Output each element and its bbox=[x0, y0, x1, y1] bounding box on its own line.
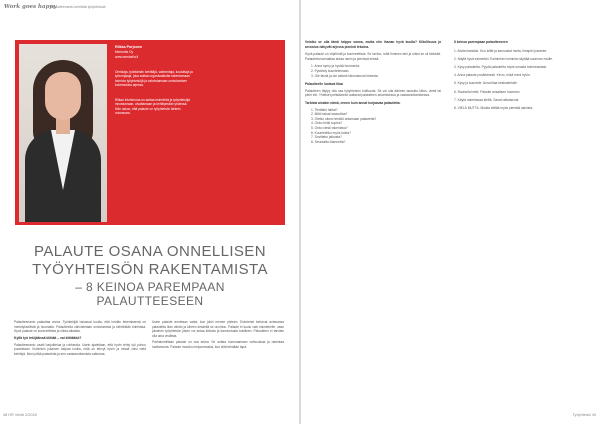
list-item: 5. Onko viesti rakentava? bbox=[311, 125, 348, 130]
column-lead: 8 keinoa parempaan palautteeseen bbox=[454, 40, 508, 44]
list-item: 3. Oletko oikea henkilö antamaan palautetta? bbox=[311, 116, 377, 121]
keinot-list bbox=[454, 49, 592, 111]
list-item: 3. Ole läsnä ja ole aidosti kiinnostunut toisesta. bbox=[311, 73, 379, 78]
list-item: 2. Pysähdy kuuntelemaan. bbox=[311, 68, 350, 73]
list-item: 7. Sovitteko jatkosta? bbox=[311, 135, 342, 140]
checklist-heading: Tarkista ainakin nämä, ennen kuin annat korjaavaa palautetta: bbox=[305, 100, 401, 105]
author-photo bbox=[19, 44, 107, 222]
subheadline-line-1: – 8 KEINOA PAREMPAAN bbox=[75, 280, 225, 294]
right-page bbox=[301, 0, 600, 424]
section-tag: Palautteenanto kehittää työyhteisöä bbox=[50, 5, 106, 9]
body-paragraph: Palautteenanto vaatii harjoittelua ja rohkeutta. Usein ajatellaan, että hyvin tehty työ puhuu puolestaan. Kuitenkin jokainen kaipaa kuulla, mitä on tehnyt hyvin ja missä voisi vielä kehittyä. Moni pitää palautetta ja sen vastaanottamista vaikeana. bbox=[14, 342, 146, 356]
list-item: 6. Rauhoita hetki. Palaute ansaitsee huomion. bbox=[454, 89, 521, 94]
list-item: 1. Tiedätkö faktat? bbox=[311, 107, 338, 112]
body-paragraph: Usein palaute annetaan vasta, kun jokin menee pieleen. Esimiehet kertovat antavansa palautetta liian vähän ja kiireen keskellä se unohtuu. Palaute ei kuulu vain esimiehelle, vaan jokainen työyhteisön jäsen voi antaa kiitosta ja kannustusta toisilleen. Palautteen ei tarvitse olla aina virallista. bbox=[152, 320, 284, 338]
checklist bbox=[311, 108, 441, 145]
magazine-logo: Work goes happy bbox=[4, 4, 57, 10]
body-paragraph: Parhaimmillaan palaute on osa arkea. Se auttaa huomaamaan vahvuuksia ja rakentaa luottamusta. Palaute muuttuu helpommaksi, kun siitä tehdään tapa. bbox=[152, 340, 284, 350]
list-item: 4. Onko hetki sopiva? bbox=[311, 121, 343, 126]
page-footer-left: 48 HR Viesti 2/2018 bbox=[3, 413, 37, 417]
list-item: 6. Kuunteletko myös toista? bbox=[311, 130, 351, 135]
list-item: 8. VIELÄ MUTTA. Muista kiittää myös pienistä asioista. bbox=[454, 105, 534, 110]
intro-paragraph: Palautteenanto palauttaa arvoa. Työntekijät haluavat kuulla, että heidän tekemisensä on merkityksellistä ja huomattu. Palautteella vahvistetaan onnistumisia ja kehitetään toimintaa. Hyvä palaute on konkreettista ja oikea-aikaista. bbox=[14, 320, 146, 334]
column-lead: Voisiko se olla tämä helppo sanoa, mutta niin ihanan hyvä kuulla? Kiitollisuus ja arvostus näkyvät arjessa pieninä tekoina. bbox=[305, 40, 441, 49]
author-name: Riikka Porjonen bbox=[115, 45, 143, 49]
list-item: 7. Käytä rakentavaa kieltä. Sanat ratkaisevat. bbox=[454, 97, 520, 102]
right-column-2 bbox=[454, 40, 592, 114]
quick-tips-list bbox=[311, 64, 441, 78]
list-item: 2. Näytä hyvä esimerkki. Esimiehen toiminta näyttää suunnan muille. bbox=[454, 56, 553, 61]
right-column-1 bbox=[305, 40, 441, 146]
page-footer-right: Työyhteisö 49 bbox=[572, 413, 596, 417]
headline-line-1: PALAUTE OSANA ONNELLISEN bbox=[34, 243, 266, 260]
list-item: 8. Seuraatko tilannetta? bbox=[311, 139, 346, 144]
author-box bbox=[15, 40, 285, 225]
list-item: 2. Mitä haluat saavuttaa? bbox=[311, 112, 348, 117]
headline-line-2: TYÖYHTEISÖN RAKENTAMISTA bbox=[32, 261, 268, 278]
list-item: 1. Anna hymy ja hyvää huomenta. bbox=[311, 64, 360, 69]
body-paragraph: Palautteen täytyy olla osa työyhteisön kulttuuria. Se voi olla ääneen lausuttu kiitos, viesti tai pieni ele. Yhteiset pelisäännöt auttavat palautteen antamisessa ja vastaanottamisessa. bbox=[305, 88, 441, 98]
body-column-1 bbox=[14, 320, 146, 359]
author-bio-2: Riikan intohimona on auttaa esimiehiä ja työyhteisöjä innostumaan, oivaltamaan ja kehittymään yhdessä. Hän uskoo, että palaute on työyhteisön tärkein voimavara. bbox=[115, 98, 190, 115]
author-website[interactable]: www.mentorila.fi bbox=[115, 54, 139, 59]
list-item: 1. Aloita itsestäsi. Kun kiität ja kannustat muita, ilmapiiri paranee. bbox=[454, 48, 548, 53]
left-page bbox=[0, 0, 299, 424]
body-paragraph: Hyvä palaute on vilpitöntä ja konkreettista. Se kertoo, mitä ihminen teki ja miksi se oli tärkeää. Palautetta kannattaa antaa usein ja pienissä erissä. bbox=[305, 52, 441, 61]
author-role: Mentorila Oy bbox=[115, 50, 134, 54]
section-subhead: Kyllä työ tekijäänsä kiittää – vai kiittääkö? bbox=[14, 335, 82, 340]
list-item: 4. Anna palaute positiivisesti. Kerro, mikä meni hyvin. bbox=[454, 73, 531, 78]
list-item: 3. Kysy palautetta. Pyydä palautetta myös omasta toiminnastasi. bbox=[454, 64, 547, 69]
subheadline-line-2: PALAUTTEESEEN bbox=[96, 294, 204, 308]
author-bio-1: Omistaja, työelämän kehittäjä, valmentaja, kouluttaja ja työnohjaaja, joka auttaa organisaatioita rakentamaan toimivia työyhteisöjä ja vahvistamaan onnistumisen kokemuksia arjessa. bbox=[115, 70, 193, 87]
body-column-2 bbox=[152, 320, 284, 352]
list-item: 5. Kysy ja kuuntele. Anna tilaa keskustelulle. bbox=[454, 81, 518, 86]
section-subhead: Palautteelle luotava tilaa bbox=[305, 82, 343, 87]
